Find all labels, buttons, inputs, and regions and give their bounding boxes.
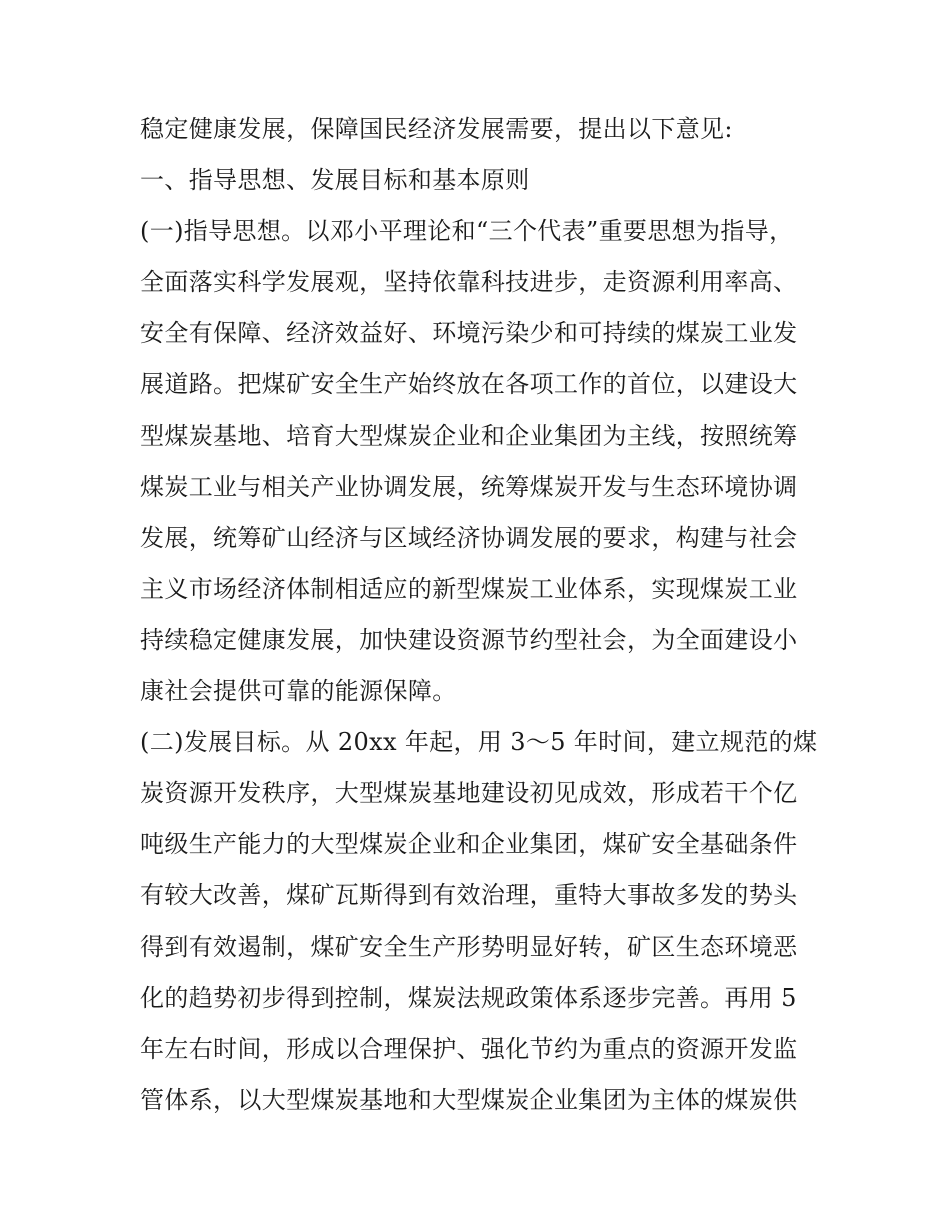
text-line: (一)指导思想。以邓小平理论和“三个代表”重要思想为指导， [140,217,794,246]
text-line: 年左右时间，形成以合理保护、强化节约为重点的资源开发监 [140,1034,798,1063]
text-line: 煤炭工业与相关产业协调发展，统筹煤炭开发与生态环境协调 [140,472,798,501]
text-line: 型煤炭基地、培育大型煤炭企业和企业集团为主线，按照统筹 [140,421,798,450]
text-line: 有较大改善，煤矿瓦斯得到有效治理，重特大事故多发的势头 [140,881,798,910]
text-line: 稳定健康发展，保障国民经济发展需要，提出以下意见: [140,115,733,143]
text-line: 管体系，以大型煤炭基地和大型煤炭企业集团为主体的煤炭供 [140,1085,798,1114]
text-line: 发展，统筹矿山经济与区域经济协调发展的要求，构建与社会 [140,523,798,552]
text-line: 得到有效遏制，煤矿安全生产形势明显好转，矿区生态环境恶 [140,932,798,961]
text-line: 安全有保障、经济效益好、环境污染少和可持续的煤炭工业发 [140,319,798,348]
text-line: 康社会提供可靠的能源保障。 [140,677,457,706]
text-line: 主义市场经济体制相适应的新型煤炭工业体系，实现煤炭工业 [140,574,798,603]
document-body [140,104,820,1126]
text-line: 化的趋势初步得到控制，煤炭法规政策体系逐步完善。再用 5 [140,983,797,1012]
text-line: 炭资源开发秩序，大型煤炭基地建设初见成效，形成若干个亿 [140,779,798,808]
text-line: 展道路。把煤矿安全生产始终放在各项工作的首位，以建设大 [140,370,798,399]
text-line: 全面落实科学发展观，坚持依靠科技进步，走资源利用率高、 [140,268,798,297]
text-line: 吨级生产能力的大型煤炭企业和企业集团，煤矿安全基础条件 [140,830,798,859]
section-heading: 一、指导思想、发展目标和基本原则 [140,166,530,195]
text-line: 持续稳定健康发展，加快建设资源节约型社会，为全面建设小 [140,625,798,654]
text-line: (二)发展目标。从 20xx 年起，用 3～5 年时间，建立规范的煤 [140,728,818,757]
